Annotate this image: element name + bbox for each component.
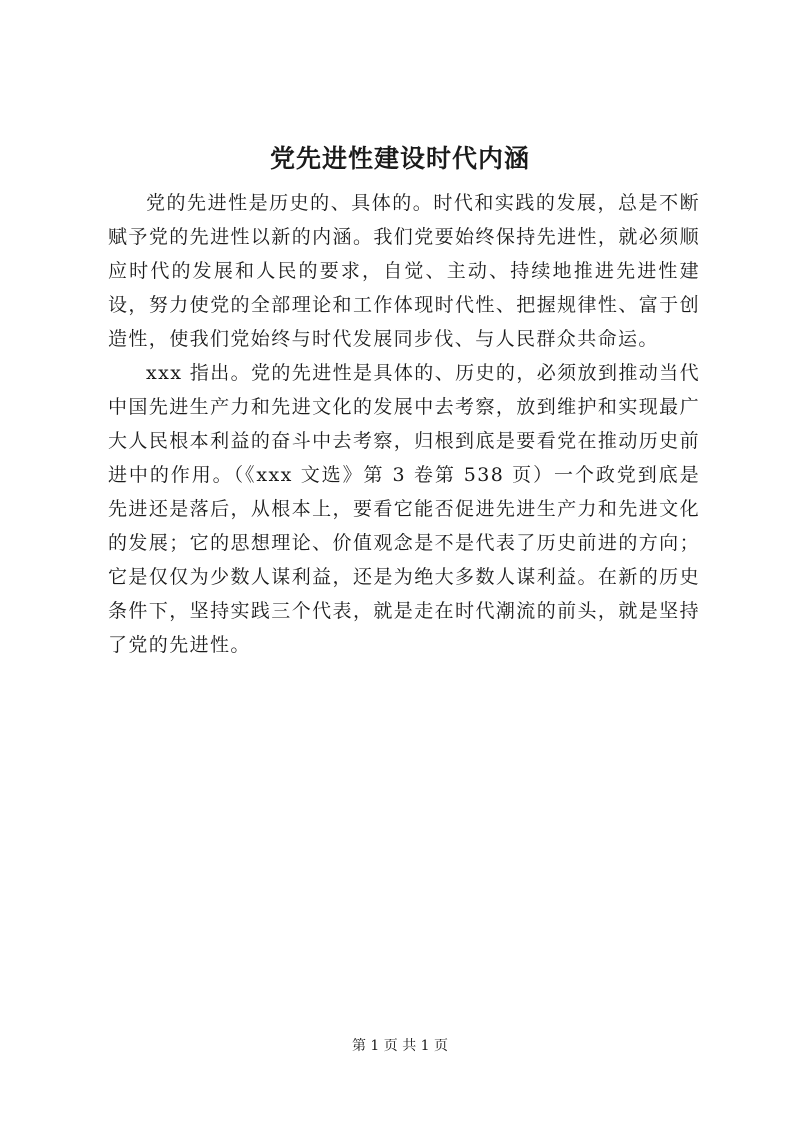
document-body: [108, 186, 700, 662]
document-title: 党先进性建设时代内涵: [269, 144, 530, 173]
paragraph-1: 党的先进性是历史的、具体的。时代和实践的发展，总是不断赋予党的先进性以新的内涵。我们党要始终保持先进性，就必须顺应时代的发展和人民的要求，自觉、主动、持续地推进先进性建设，努力使党的全部理论和工作体现时代性、把握规律性、富于创造性，使我们党始终与时代发展同步伐、与人民群众共命运。: [108, 192, 700, 350]
paragraph-2: xxx 指出。党的先进性是具体的、历史的，必须放到推动当代中国先进生产力和先进文化的发展中去考察，放到维护和实现最广大人民根本利益的奋斗中去考察，归根到底是要看党在推动历史前进中的作用。（《xxx 文选》第 3 卷第 538 页）一个政党到底是先进还是落后，从根本上，要看它能否促进先进生产力和先进文化的发展；它的思想理论、价值观念是不是代表了历史前进的方向；它是仅仅为少数人谋利益，还是为绝大多数人谋利益。在新的历史条件下，坚持实践三个代表，就是走在时代潮流的前头，就是坚持了党的先进性。: [108, 362, 700, 656]
page-footer: 第 1 页 共 1 页: [351, 1038, 449, 1054]
